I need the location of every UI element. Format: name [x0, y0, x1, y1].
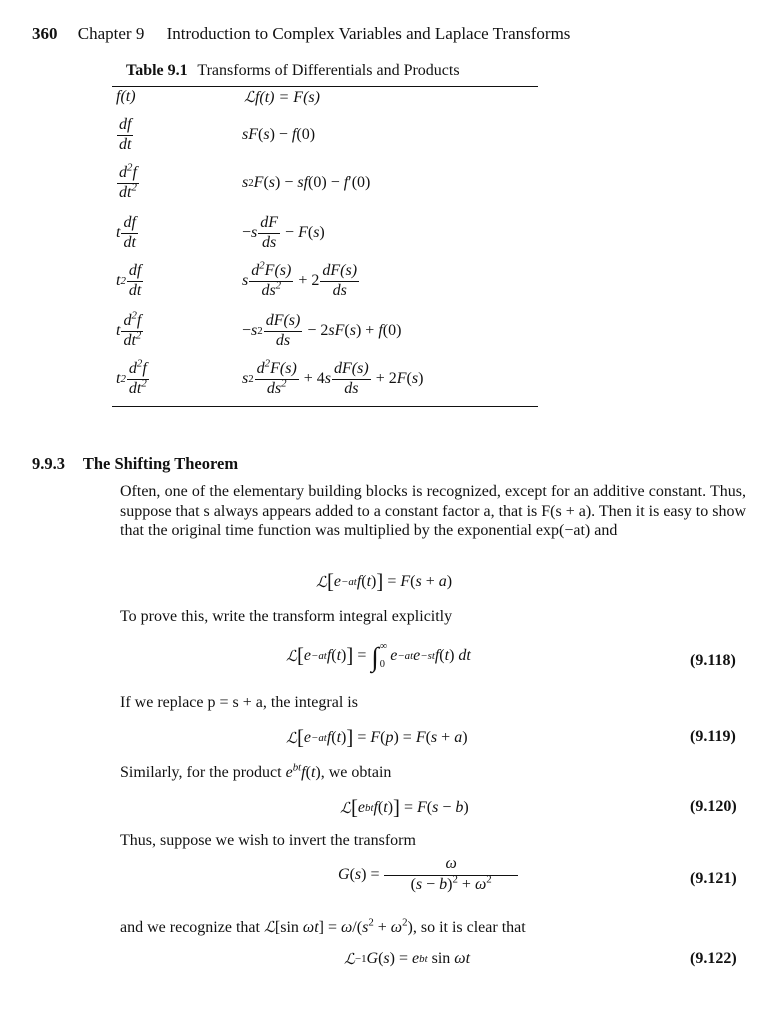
table-cell-transform: s $\frac{d^2F(s)}{ds^2}$ + 2 $\frac{dF(s)}{ds}$ — [242, 259, 358, 299]
table-top-rule — [112, 86, 538, 87]
table-row — [112, 112, 542, 158]
table-row — [112, 210, 542, 256]
equation-number: (9.118) — [690, 652, 736, 669]
table-column-header-ft: f(t) — [116, 88, 136, 105]
equation-9-120: ℒ [ e bt f ( t ) ] = F ( s − b ) — [340, 796, 469, 819]
equation-9-119: ℒ [ e −at f ( t ) ] = F ( p ) = F ( s + a ) — [286, 726, 468, 749]
table-bottom-rule — [112, 406, 538, 407]
table-cell-transform: s 2 F ( s ) − sf (0) − f ′(0) — [242, 174, 371, 191]
table-row — [112, 160, 542, 206]
table-column-header-transform: ℒf(t) = F(s) — [244, 88, 320, 106]
chapter-label: Chapter 9 — [77, 24, 145, 43]
table-cell-ft: t $\frac{d^2f}{dt^2}$ — [116, 309, 142, 349]
table-row — [112, 258, 542, 304]
table-cell-transform: sF ( s ) − f (0) — [242, 126, 316, 143]
table-cell-ft: $\frac{df}{dt}$ — [119, 115, 132, 153]
running-head — [32, 24, 570, 44]
paragraph: Similarly, for the product $e^{bt}f(t)$, we obtain — [120, 761, 392, 781]
section-number: 9.9.3 — [32, 454, 65, 473]
equation-9-122: ℒ −1 G ( s ) = e bt sin ωt — [344, 950, 471, 968]
table-cell-ft: t 2 $\frac{d^2f}{dt^2}$ — [116, 357, 147, 397]
equation-number: (9.121) — [690, 870, 737, 887]
table-label: Table 9.1 — [126, 62, 188, 79]
paragraph: Thus, suppose we wish to invert the transform — [120, 832, 416, 849]
paragraph: Often, one of the elementary building blocks is recognized, except for an additive constant. Thus, suppose that s always appears added to a constant factor a, that is F(s + a). Then it is easy to show that the original time function was multiplied by the exponential exp(−at) and — [120, 483, 746, 539]
table-title: Transforms of Differentials and Products — [197, 62, 460, 79]
table-cell-ft: t 2 $\frac{df}{dt}$ — [116, 261, 142, 299]
equation-9-118: ℒ [ e −at f ( t ) ] = ∫ ∞ 0 e −at e −st f ( t ) dt — [286, 641, 471, 672]
page-number: 360 — [32, 24, 58, 43]
table-cell-transform: − s 2 $\frac{dF(s)}{ds}$ − 2 sF ( s ) + f (0) — [242, 311, 402, 349]
equation-number: (9.119) — [690, 728, 736, 745]
paragraph: and we recognize that ℒ[sin $\omega t] = \omega/(s^2 + \omega^2)$, so it is clear that — [120, 916, 526, 936]
equation-number: (9.122) — [690, 950, 737, 967]
equation-9-121: G ( s ) = $\frac{\omega}{(s - b)^2 + \omega^2}$ — [338, 856, 519, 894]
table-cell-transform: s 2 $\frac{d^2F(s)}{ds^2}$ + 4 s $\frac{dF(s)}{ds}$ + 2 F ( s ) — [242, 357, 424, 397]
table-cell-ft: $\frac{d^2f}{dt^2}$ — [119, 161, 137, 201]
table-cell-ft: t $\frac{df}{dt}$ — [116, 213, 136, 251]
table-caption — [126, 62, 460, 80]
table-cell-transform: − s $\frac{dF}{ds}$ − F ( s ) — [242, 213, 325, 251]
paragraph: If we replace p = s + a, the integral is — [120, 694, 358, 711]
table-row — [112, 356, 542, 402]
paragraph: To prove this, write the transform integral explicitly — [120, 608, 453, 625]
section-title: The Shifting Theorem — [82, 454, 239, 473]
equation-shifting: ℒ [ e −at f ( t ) ] = F ( s + a ) — [316, 570, 453, 593]
table-row — [112, 308, 542, 354]
section-heading — [32, 454, 238, 474]
chapter-title: Introduction to Complex Variables and Laplace Transforms — [166, 24, 571, 43]
equation-number: (9.120) — [690, 798, 737, 815]
